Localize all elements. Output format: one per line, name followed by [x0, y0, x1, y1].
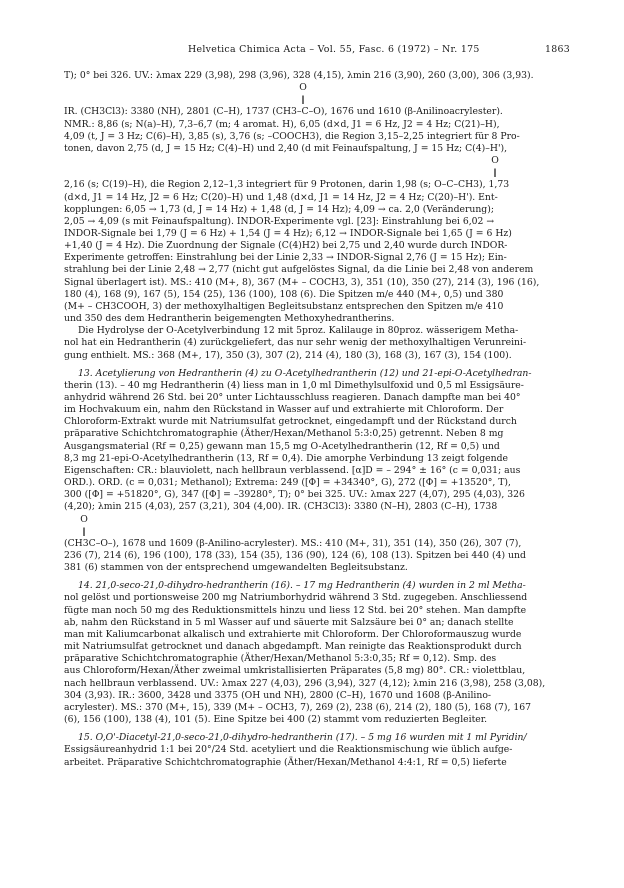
text-line: anhydrid während 26 Std. bei 20° unter Lichtausschluss reagieren. Danach dampfte man bei 40°	[64, 392, 521, 403]
double-bond-mark: ‖	[493, 168, 497, 178]
text-line: (4,20); λmin 215 (4,03), 257 (3,21), 304 (4,00). IR. (CH3Cl3): 3380 (N–H), 2803 (C–H), 1738	[64, 501, 498, 513]
text-line: Ausgangsmaterial (Rf = 0,25) gewann man 15,5 mg O-Acetylhedrantherin (12, Rf = 0,5) und	[64, 440, 500, 452]
text-line: tonen, davon 2,75 (d, J = 15 Hz; C(4)–H) und 2,40 (d mit Feinaufspaltung, J = 15 Hz; C(4)–H'),	[64, 142, 508, 154]
text-line: man mit Kaliumcarbonat alkalisch und extrahierte mit Chloroform. Der Chloroformauszug wurde	[64, 628, 522, 640]
text-line: nol gelöst und portionsweise 200 mg Natriumborhydrid während 3 Std. zugegeben. Anschliessend	[64, 592, 528, 604]
text-line: fügte man noch 50 mg des Reduktionsmittels hinzu und liess 12 Std. bei 20° stehen. Man dampfte	[64, 604, 527, 616]
text-line: Chloroform-Extrakt wurde mit Natriumsulfat getrocknet, eingedampft und der Rückstand durch	[64, 416, 517, 428]
page-number: 1863	[544, 44, 570, 55]
text-line: acrylester). MS.: 370 (M+, 15), 339 (M+ – OCH3, 7), 269 (2), 238 (6), 214 (2), 180 (5), 168 (7), 167	[64, 701, 532, 713]
article-body	[64, 70, 572, 769]
text-line: 2,05 → 4,09 (s mit Feinaufspaltung). INDOR-Experimente vgl. [23]: Einstrahlung bei 6,02 →	[64, 215, 495, 227]
text-line: T); 0° bei 326. UV.: λmax 229 (3,98), 298 (3,96), 328 (4,15), λmin 216 (3,90), 260 (3,00), 306 (3,93).	[64, 70, 534, 81]
text-line: 8,3 mg 21-epi-O-Acetylhedrantherin (13, Rf = 0,4). Die amorphe Verbindung 13 zeigt folgende	[64, 452, 509, 464]
text-line: ORD.). ORD. (c = 0,031; Methanol); Extrema: 249 ([Φ] = +34340°, G), 272 ([Φ] = +13520°, T),	[64, 477, 511, 489]
section-13-heading: 13. Acetylierung von Hedrantherin (4) zu O-Acetylhedrantherin (12) und 21-epi-O-Acetylhedran-	[78, 367, 532, 379]
text-line: 304 (3,93). IR.: 3600, 3428 und 3375 (OH und NH), 2800 (C–H), 1670 und 1608 (β-Anilino-	[64, 689, 492, 701]
text-line: 4,09 (t, J = 3 Hz; C(6)–H), 3,85 (s), 3,76 (s; –COOCH3), die Region 3,15–2,25 integriert für 8 Pro-	[64, 130, 520, 142]
double-bond-mark: ‖	[301, 95, 305, 105]
text-line: gung enthielt. MS.: 368 (M+, 17), 350 (3), 307 (2), 214 (4), 180 (3), 168 (3), 167 (3), 154 (100).	[64, 349, 512, 361]
section-15-heading: 15. O,O'-Diacetyl-21,0-seco-21,0-dihydro-hedrantherin (17). – 5 mg 16 wurden mit 1 ml Pyridin/	[78, 732, 527, 744]
text-line: ab, nahm den Rückstand in 5 ml Wasser auf und säuerte mit Salzsäure bei 0° an; danach stellte	[64, 616, 514, 628]
text-line: INDOR-Signale bei 1,79 (J = 6 Hz) + 1,54 (J = 4 Hz); 6,12 → INDOR-Signale bei 1,65 (J = 6 Hz)	[64, 227, 512, 239]
text-line: 300 ([Φ] = +51820°, G), 347 ([Φ] = –39280°, T); 0° bei 325. UV.: λmax 227 (4,07), 295 (4,03), 326	[64, 489, 525, 501]
text-line: präparative Schichtchromatographie (Äther/Hexan/Methanol 5:3:0,35; Rf = 0,12). Smp. des	[64, 653, 497, 665]
text-line: therin (13). – 40 mg Hedrantherin (4) liess man in 1,0 ml Dimethylsulfoxid und 0,5 ml Essigsäure-	[64, 379, 524, 391]
section-14-heading: 14. 21,0-seco-21,0-dihydro-hedrantherin (16). – 17 mg Hedrantherin (4) wurden in 2 ml Metha-	[78, 580, 526, 592]
text-line: Die Hydrolyse der O-Acetylverbindung 12 mit 5proz. Kalilauge in 80proz. wässerigem Metha-	[78, 325, 519, 337]
text-line: (6), 156 (100), 138 (4), 101 (5). Eine Spitze bei 400 (2) stammt vom reduzierten Begleiter.	[64, 714, 488, 726]
text-line: im Hochvakuum ein, nahm den Rückstand in Wasser auf und extrahierte mit Chloroform. Der	[64, 404, 504, 416]
text-line: nol hat ein Hedrantherin (4) zurückgeliefert, das nur sehr wenig der methoxylhaltigen Verunreini-	[64, 337, 527, 349]
text-line: Signal überlagert ist). MS.: 410 (M+, 8), 367 (M+ – COCH3, 3), 351 (10), 350 (27), 214 (3), 196 (16),	[64, 276, 540, 288]
carbonyl-oxygen-mark: O	[491, 155, 499, 167]
text-line: 180 (4), 168 (9), 167 (5), 154 (25), 136 (100), 108 (6). Die Spitzen m/e 440 (M+, 0,5) und 380	[64, 288, 504, 300]
text-line: Eigenschaften: CR.: blauviolett, nach hellbraun verblassend. [α]D = – 294° ± 16° (c = 0,031; aus	[64, 464, 521, 476]
text-line: (d×d, J1 = 14 Hz, J2 = 6 Hz; C(20)–H) und 1,48 (d×d, J1 = 14 Hz, J2 = 4 Hz; C(20)–H'). Ent-	[64, 191, 498, 203]
carbonyl-oxygen-mark: O	[80, 513, 88, 525]
text-line: (M+ – CH3COOH, 3) der methoxylhaltigen Begleitsubstanz entsprechen den Spitzen m/e 410	[64, 300, 504, 312]
text-line: aus Chloroform/Hexan/Äther zweimal umkristallisierten Präparates (5,8 mg) 80°. CR.: violettblau,	[64, 665, 526, 677]
text-line: NMR.: 8,86 (s; N(a)–H), 7,3–6,7 (m; 4 aromat. H), 6,05 (d×d, J1 = 6 Hz, J2 = 4 Hz; C(21)–H),	[64, 118, 500, 130]
text-line: IR. (CH3Cl3): 3380 (NH), 2801 (C–H), 1737 (CH3–C–O), 1676 und 1610 (β-Anilinoacrylester).	[64, 106, 503, 118]
text-line: nach hellbraun verblassend. UV.: λmax 227 (4,03), 296 (3,94), 327 (4,12); λmin 216 (3,98), 258 (3,08),	[64, 677, 546, 689]
text-line: strahlung bei der Linie 2,48 → 2,77 (nicht gut aufgelöstes Signal, da die Linie bei 2,48 von anderem	[64, 264, 534, 276]
text-line: Essigsäureanhydrid 1:1 bei 20°/24 Std. acetyliert und die Reaktionsmischung wie üblich aufge-	[64, 744, 513, 756]
text-line: Experimente getroffen: Einstrahlung bei der Linie 2,33 → INDOR-Signal 2,76 (J = 15 Hz); Ein-	[64, 252, 507, 264]
text-line: 2,16 (s; C(19)–H), die Region 2,12–1,3 integriert für 9 Protonen, darin 1,98 (s; O–C–CH3), 1,73	[64, 179, 510, 191]
text-line: +1,40 (J = 4 Hz). Die Zuordnung der Signale (C(4)H2) bei 2,75 und 2,40 wurde durch INDOR-	[64, 240, 508, 252]
text-line: arbeitet. Präparative Schichtchromatographie (Äther/Hexan/Methanol 4:4:1, Rf = 0,5) lieferte	[64, 756, 507, 768]
text-line: und 350 des dem Hedrantherin beigemengten Methoxyhedrantherins.	[64, 313, 395, 325]
text-line: (CH3C–O–), 1678 und 1609 (β-Anilino-acrylester). MS.: 410 (M+, 31), 351 (14), 350 (26), 307 (7),	[64, 537, 522, 549]
text-line: kopplungen: 6,05 → 1,73 (d, J = 14 Hz) + 1,48 (d, J = 14 Hz); 4,09 → ca. 2,0 (Veränderung);	[64, 203, 494, 215]
text-line: präparative Schichtchromatographie (Äther/Hexan/Methanol 5:3:0,25) getrennt. Neben 8 mg	[64, 428, 504, 440]
text-line: 236 (7), 214 (6), 196 (100), 178 (33), 154 (35), 136 (90), 124 (6), 108 (13). Spitzen bei 440 (4) und	[64, 550, 526, 561]
text-line: 381 (6) stammen von der entsprechend umgewandelten Begleitsubstanz.	[64, 562, 408, 574]
text-line: mit Natriumsulfat getrocknet und danach abgedampft. Man reinigte das Reaktionsprodukt durch	[64, 641, 522, 653]
double-bond-mark: ‖	[82, 526, 86, 536]
carbonyl-oxygen-mark: O	[299, 82, 307, 94]
journal-title: Helvetica Chimica Acta – Vol. 55, Fasc. 6 (1972) – Nr. 175	[188, 44, 480, 55]
